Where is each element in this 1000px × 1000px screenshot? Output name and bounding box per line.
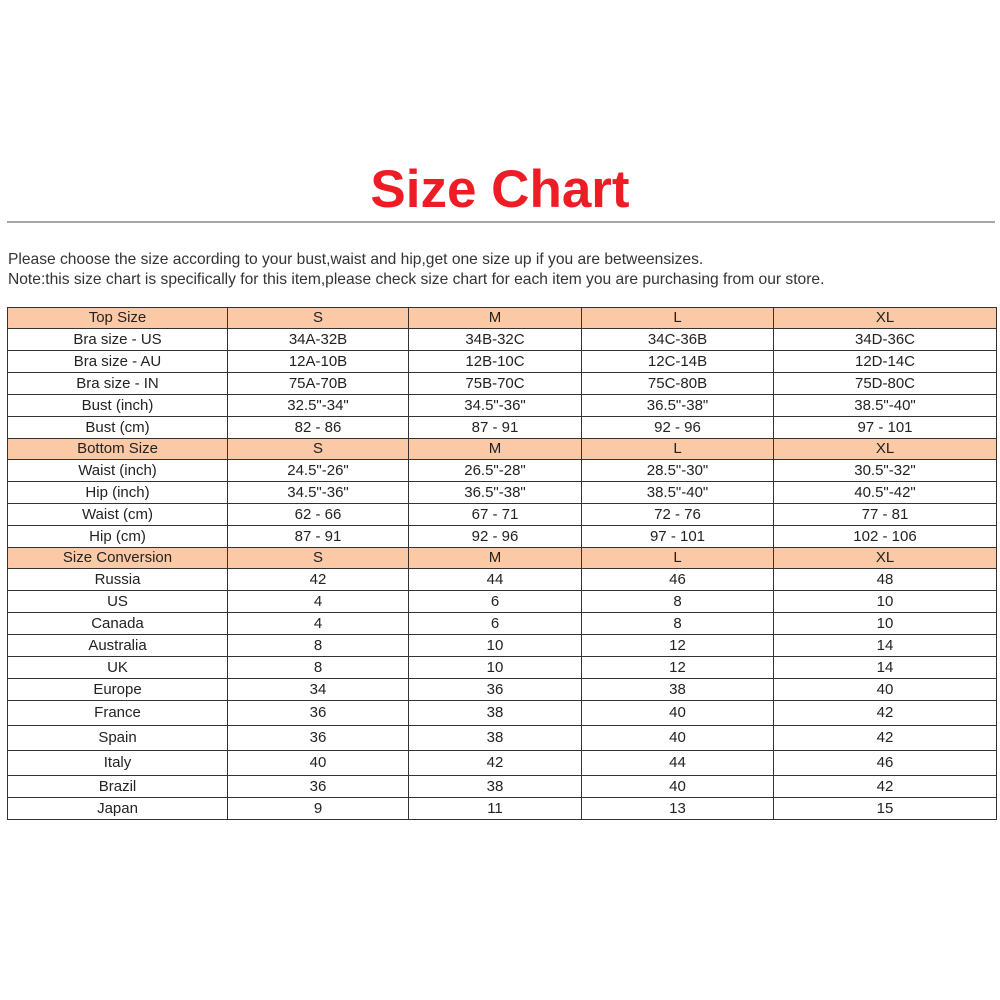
size-value-cell: 4 xyxy=(228,613,409,635)
size-value-cell: 34A-32B xyxy=(228,329,409,351)
size-value-cell: 77 - 81 xyxy=(774,504,997,526)
size-value-cell: 12 xyxy=(582,657,774,679)
size-header-cell: M xyxy=(409,439,582,460)
row-label-cell: Italy xyxy=(8,751,228,776)
table-row xyxy=(8,351,997,373)
size-value-cell: 14 xyxy=(774,657,997,679)
table-row xyxy=(8,569,997,591)
table-row xyxy=(8,329,997,351)
row-label-cell: UK xyxy=(8,657,228,679)
size-header-cell: L xyxy=(582,308,774,329)
title-divider xyxy=(7,221,995,223)
intro-note: Note:this size chart is specifically for this item,please check size chart for each item you are purchasing from our store. xyxy=(8,271,825,288)
size-value-cell: 34 xyxy=(228,679,409,701)
size-value-cell: 62 - 66 xyxy=(228,504,409,526)
intro-instruction: Please choose the size according to your bust,waist and hip,get one size up if you are betweensizes. xyxy=(8,251,704,268)
row-label-cell: Canada xyxy=(8,613,228,635)
size-value-cell: 10 xyxy=(409,635,582,657)
size-value-cell: 97 - 101 xyxy=(774,417,997,439)
size-value-cell: 40 xyxy=(774,679,997,701)
size-value-cell: 36 xyxy=(228,701,409,726)
size-value-cell: 72 - 76 xyxy=(582,504,774,526)
size-value-cell: 10 xyxy=(409,657,582,679)
size-value-cell: 36.5"-38" xyxy=(409,482,582,504)
row-label-cell: Bra size - US xyxy=(8,329,228,351)
size-value-cell: 44 xyxy=(582,751,774,776)
size-value-cell: 36 xyxy=(228,726,409,751)
size-value-cell: 11 xyxy=(409,798,582,820)
size-value-cell: 6 xyxy=(409,591,582,613)
size-value-cell: 4 xyxy=(228,591,409,613)
size-value-cell: 24.5"-26" xyxy=(228,460,409,482)
table-row xyxy=(8,701,997,726)
size-value-cell: 38.5"-40" xyxy=(582,482,774,504)
size-value-cell: 46 xyxy=(582,569,774,591)
size-header-cell: XL xyxy=(774,548,997,569)
row-label-cell: US xyxy=(8,591,228,613)
size-value-cell: 8 xyxy=(582,591,774,613)
table-row xyxy=(8,482,997,504)
table-row xyxy=(8,373,997,395)
table-row xyxy=(8,776,997,798)
row-label-cell: Bust (cm) xyxy=(8,417,228,439)
size-value-cell: 8 xyxy=(228,657,409,679)
size-value-cell: 36 xyxy=(228,776,409,798)
row-label-cell: Hip (cm) xyxy=(8,526,228,548)
page-title: Size Chart xyxy=(370,160,630,219)
size-value-cell: 38 xyxy=(409,701,582,726)
size-value-cell: 87 - 91 xyxy=(409,417,582,439)
section-header-cell: Size Conversion xyxy=(8,548,228,569)
size-header-cell: XL xyxy=(774,308,997,329)
bottom-size-header-row xyxy=(8,439,997,460)
size-value-cell: 42 xyxy=(774,701,997,726)
size-value-cell: 36.5"-38" xyxy=(582,395,774,417)
size-value-cell: 48 xyxy=(774,569,997,591)
size-header-cell: S xyxy=(228,548,409,569)
row-label-cell: Bust (inch) xyxy=(8,395,228,417)
size-value-cell: 34.5"-36" xyxy=(409,395,582,417)
size-value-cell: 10 xyxy=(774,613,997,635)
row-label-cell: Australia xyxy=(8,635,228,657)
size-value-cell: 26.5"-28" xyxy=(409,460,582,482)
size-value-cell: 38 xyxy=(409,726,582,751)
size-value-cell: 42 xyxy=(774,776,997,798)
row-label-cell: Waist (inch) xyxy=(8,460,228,482)
size-value-cell: 102 - 106 xyxy=(774,526,997,548)
row-label-cell: Waist (cm) xyxy=(8,504,228,526)
row-label-cell: Spain xyxy=(8,726,228,751)
size-value-cell: 82 - 86 xyxy=(228,417,409,439)
size-value-cell: 9 xyxy=(228,798,409,820)
size-value-cell: 75D-80C xyxy=(774,373,997,395)
size-value-cell: 67 - 71 xyxy=(409,504,582,526)
size-value-cell: 46 xyxy=(774,751,997,776)
size-value-cell: 12B-10C xyxy=(409,351,582,373)
size-conversion-header-row xyxy=(8,548,997,569)
size-value-cell: 28.5"-30" xyxy=(582,460,774,482)
row-label-cell: Brazil xyxy=(8,776,228,798)
size-value-cell: 75C-80B xyxy=(582,373,774,395)
size-value-cell: 12A-10B xyxy=(228,351,409,373)
table-row xyxy=(8,504,997,526)
table-row xyxy=(8,635,997,657)
size-header-cell: M xyxy=(409,308,582,329)
size-value-cell: 92 - 96 xyxy=(582,417,774,439)
size-value-cell: 34D-36C xyxy=(774,329,997,351)
size-chart-table xyxy=(7,307,997,820)
size-value-cell: 44 xyxy=(409,569,582,591)
size-value-cell: 30.5"-32" xyxy=(774,460,997,482)
table-row xyxy=(8,395,997,417)
size-value-cell: 97 - 101 xyxy=(582,526,774,548)
size-value-cell: 14 xyxy=(774,635,997,657)
size-value-cell: 12C-14B xyxy=(582,351,774,373)
size-value-cell: 87 - 91 xyxy=(228,526,409,548)
size-value-cell: 10 xyxy=(774,591,997,613)
size-value-cell: 34C-36B xyxy=(582,329,774,351)
table-row xyxy=(8,657,997,679)
size-value-cell: 40.5"-42" xyxy=(774,482,997,504)
row-label-cell: Europe xyxy=(8,679,228,701)
size-value-cell: 12 xyxy=(582,635,774,657)
size-chart-body xyxy=(8,308,997,820)
size-value-cell: 38 xyxy=(409,776,582,798)
size-value-cell: 8 xyxy=(582,613,774,635)
table-row xyxy=(8,591,997,613)
row-label-cell: Bra size - IN xyxy=(8,373,228,395)
row-label-cell: France xyxy=(8,701,228,726)
table-row xyxy=(8,526,997,548)
size-value-cell: 40 xyxy=(582,776,774,798)
table-row xyxy=(8,613,997,635)
table-row xyxy=(8,679,997,701)
size-value-cell: 38.5"-40" xyxy=(774,395,997,417)
size-header-cell: M xyxy=(409,548,582,569)
size-header-cell: L xyxy=(582,439,774,460)
section-header-cell: Bottom Size xyxy=(8,439,228,460)
size-value-cell: 34B-32C xyxy=(409,329,582,351)
size-value-cell: 75A-70B xyxy=(228,373,409,395)
size-value-cell: 13 xyxy=(582,798,774,820)
row-label-cell: Hip (inch) xyxy=(8,482,228,504)
size-value-cell: 40 xyxy=(228,751,409,776)
size-value-cell: 40 xyxy=(582,726,774,751)
top-size-header-row xyxy=(8,308,997,329)
size-value-cell: 42 xyxy=(774,726,997,751)
row-label-cell: Russia xyxy=(8,569,228,591)
size-header-cell: S xyxy=(228,308,409,329)
size-value-cell: 12D-14C xyxy=(774,351,997,373)
size-value-cell: 8 xyxy=(228,635,409,657)
size-value-cell: 6 xyxy=(409,613,582,635)
size-header-cell: L xyxy=(582,548,774,569)
size-value-cell: 38 xyxy=(582,679,774,701)
size-value-cell: 15 xyxy=(774,798,997,820)
table-row xyxy=(8,751,997,776)
table-row xyxy=(8,460,997,482)
size-value-cell: 42 xyxy=(409,751,582,776)
size-header-cell: S xyxy=(228,439,409,460)
size-value-cell: 92 - 96 xyxy=(409,526,582,548)
size-value-cell: 42 xyxy=(228,569,409,591)
size-value-cell: 32.5"-34" xyxy=(228,395,409,417)
size-value-cell: 34.5"-36" xyxy=(228,482,409,504)
table-row xyxy=(8,726,997,751)
size-value-cell: 36 xyxy=(409,679,582,701)
row-label-cell: Bra size - AU xyxy=(8,351,228,373)
table-row xyxy=(8,798,997,820)
size-value-cell: 75B-70C xyxy=(409,373,582,395)
row-label-cell: Japan xyxy=(8,798,228,820)
size-header-cell: XL xyxy=(774,439,997,460)
size-value-cell: 40 xyxy=(582,701,774,726)
table-row xyxy=(8,417,997,439)
section-header-cell: Top Size xyxy=(8,308,228,329)
